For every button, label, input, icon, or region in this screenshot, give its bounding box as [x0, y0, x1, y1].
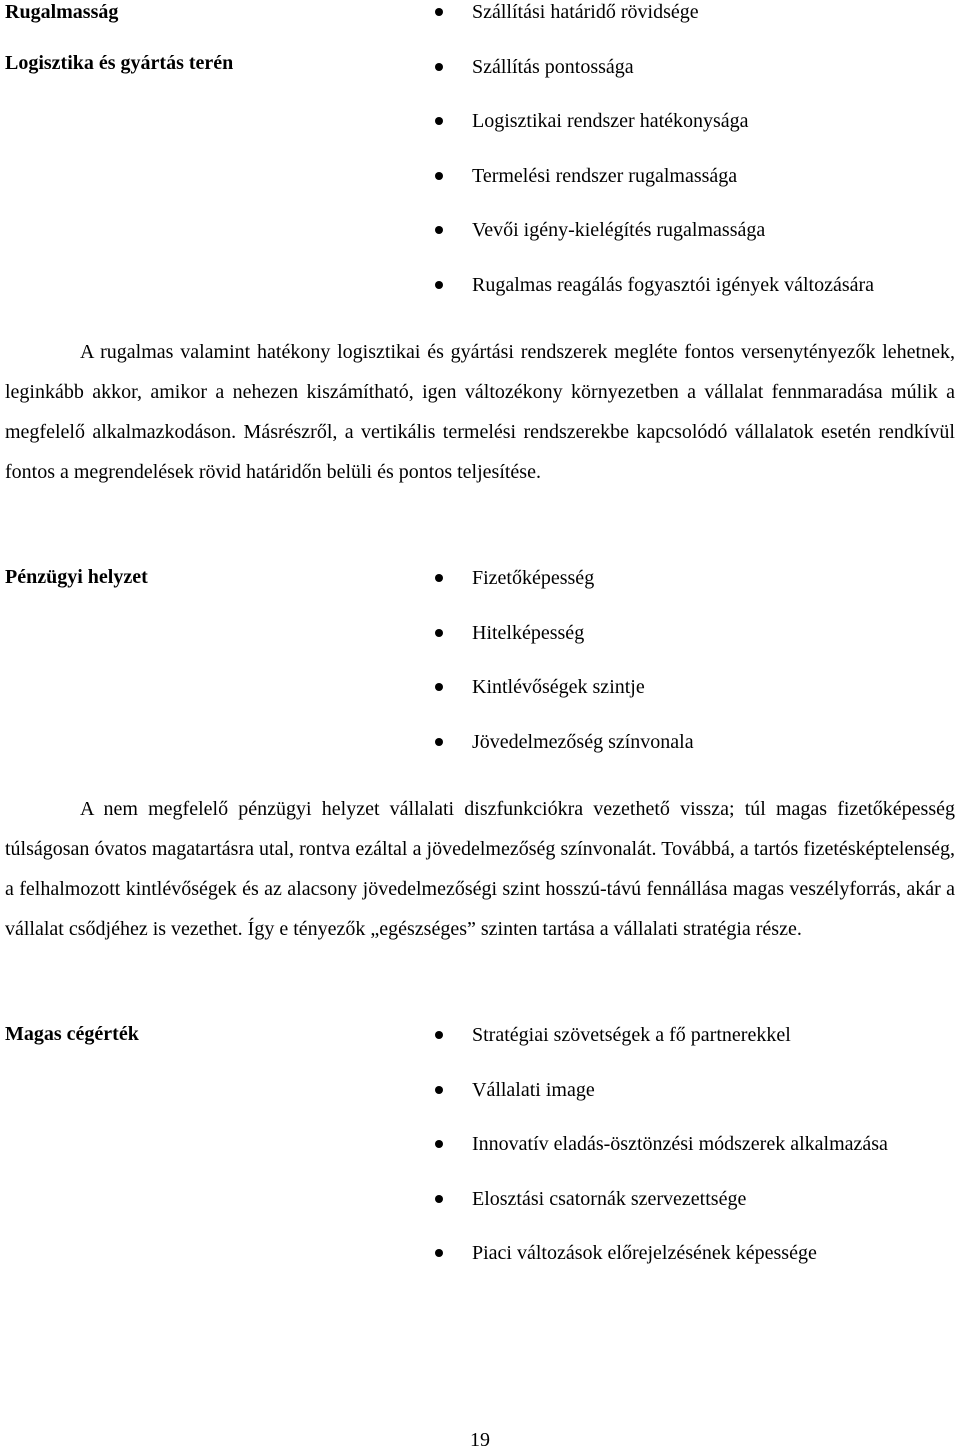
bullet-icon: [435, 1031, 443, 1039]
bullet-icon: [435, 226, 443, 234]
bullet-icon: [435, 1086, 443, 1094]
bullet-icon: [435, 738, 443, 746]
page-number: 19: [470, 1429, 490, 1451]
bullet-icon: [435, 63, 443, 71]
paragraph-penzugyi-helyzet: A nem megfelelő pénzügyi helyzet vállalati diszfunkciókra vezethető vissza; túl magas fizetőképesség túlságosan óvatos magatartásra utal, rontva ezáltal a jövedelmezőség színvonalát. Továbbá, a tartós fizetésképtelenség, a felhalmozott kintlévőségek és az alacsony jövedelmezőségi szint hosszú-távú fennállása magas veszélyforrás, akár a vállalat csődjéhez is vezethet. Így e tényezők „egészséges” szinten tartása a vállalati stratégia része.: [5, 798, 955, 940]
bullet-icon: [435, 1140, 443, 1148]
bullet-icon: [435, 1195, 443, 1203]
section-heading-penzugyi-helyzet: Pénzügyi helyzet: [5, 566, 148, 588]
bullet-icon: [435, 117, 443, 125]
section-heading-rugalmassag: Rugalmasság: [5, 1, 119, 23]
paragraph-rugalmassag: A rugalmas valamint hatékony logisztikai és gyártási rendszerek megléte fontos versenytényezők lehetnek, leginkább akkor, amikor a nehezen kiszámítható, igen változékony környezetben a vállalat fennmaradása múlik a megfelelő alkalmazkodáson. Másrészről, a vertikális termelési rendszerekbe kapcsolódó vállalatok esetén rendkívül fontos a megrendelések rövid határidőn belüli és pontos teljesítése.: [5, 341, 955, 483]
bullet-icon: [435, 574, 443, 582]
bullet-icon: [435, 281, 443, 289]
bullet-icon: [435, 1249, 443, 1257]
section-subheading-logisztika: Logisztika és gyártás terén: [5, 52, 234, 74]
bullet-icon: [435, 8, 443, 16]
section-heading-magas-cegertek: Magas cégérték: [5, 1023, 139, 1045]
bullet-icon: [435, 172, 443, 180]
bullet-icon: [435, 683, 443, 691]
bullet-icon: [435, 629, 443, 637]
